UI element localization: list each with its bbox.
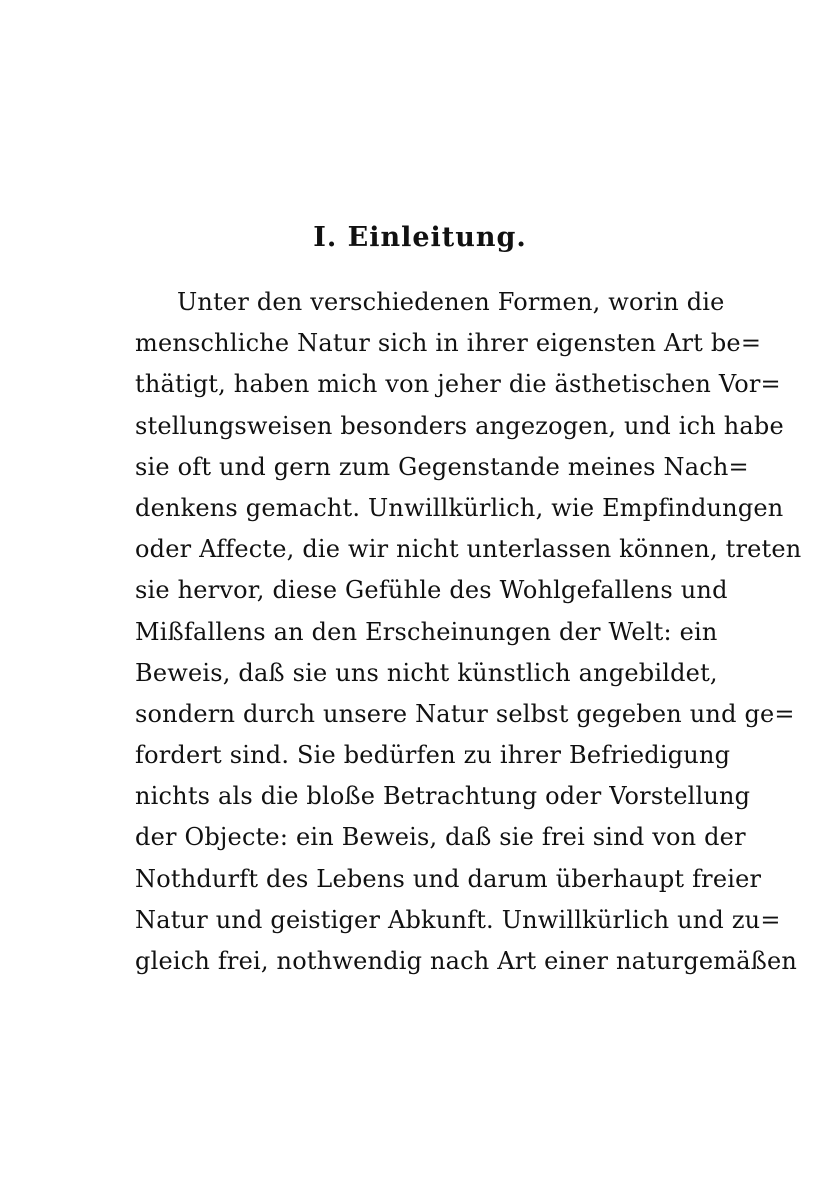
text-line: Mißfallens an den Erscheinungen der Welt: ein [135,617,718,646]
text-line: sondern durch unsere Natur selbst gegeben und ge= [135,699,795,728]
text-line: oder Affecte, die wir nicht unterlassen können, treten [135,535,802,564]
text-line: sie oft und gern zum Gegenstande meines Nach= [135,452,749,481]
text-line: fordert sind. Sie bedürfen zu ihrer Befriedigung [135,741,731,770]
text-line: stellungsweisen besonders angezogen, und ich habe [135,411,784,440]
body-paragraph [135,282,802,982]
text-line: Nothdurft des Lebens und darum überhaupt freier [135,864,762,893]
text-line: thätigt, haben mich von jeher die ästhetischen Vor= [135,370,781,399]
text-line: gleich frei, nothwendig nach Art einer naturgemäßen [135,947,798,975]
chapter-heading: I. Einleitung. [313,222,527,253]
text-line: sie hervor, diese Gefühle des Wohlgefallens und [135,576,728,605]
text-line: nichts als die bloße Betrachtung oder Vorstellung [135,782,751,811]
text-line: denkens gemacht. Unwillkürlich, wie Empfindungen [135,493,784,522]
text-line: menschliche Natur sich in ihrer eigensten Art be= [135,329,762,358]
text-line: Unter den verschiedenen Formen, worin die [177,288,725,316]
text-line: Beweis, daß sie uns nicht künstlich angebildet, [135,658,718,687]
text-line: Natur und geistiger Abkunft. Unwillkürlich und zu= [135,905,781,934]
text-line: der Objecte: ein Beweis, daß sie frei sind von der [135,823,746,852]
